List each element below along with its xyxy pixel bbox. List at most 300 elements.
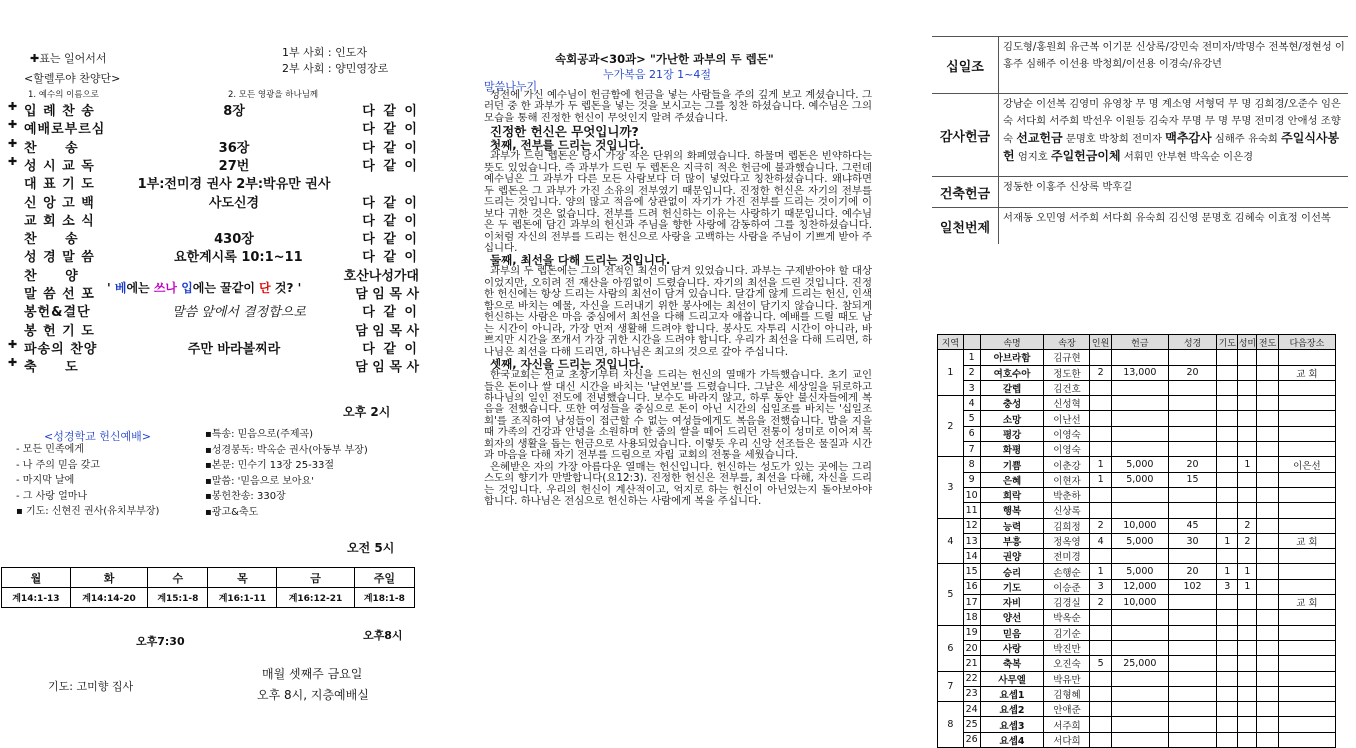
order-name: 예배로부르심 — [24, 122, 106, 138]
district-cell: 3 — [1090, 579, 1111, 594]
district-cell: 손행순 — [1044, 564, 1090, 579]
order-star: ✚ — [8, 337, 18, 351]
district-cell: 박춘하 — [1044, 487, 1090, 502]
order-item — [8, 154, 419, 174]
week-day: 금 — [277, 568, 354, 588]
district-cell — [1238, 549, 1257, 564]
district-cell: 이춘강 — [1044, 457, 1090, 472]
week-reading: 계16:1-11 — [208, 588, 277, 608]
district-cell: 20 — [1168, 457, 1216, 472]
stand-note: ✚표는 일어서서 — [30, 52, 107, 65]
week-day: 목 — [208, 568, 277, 588]
district-cell: 25 — [963, 717, 980, 732]
district-cell: 20 — [1168, 564, 1216, 579]
district-cell — [1278, 411, 1335, 426]
district-row — [938, 503, 1336, 518]
weekly-reading-table — [1, 567, 415, 608]
district-cell — [1111, 686, 1168, 701]
district-row — [938, 717, 1336, 732]
district-row — [938, 426, 1336, 441]
district-cell — [1257, 518, 1278, 533]
district-cell — [1168, 503, 1216, 518]
district-cell: 안애준 — [1044, 702, 1090, 717]
district-cell: 5 — [1090, 656, 1111, 671]
district-cell — [1168, 426, 1216, 441]
district-cell — [1111, 503, 1168, 518]
district-cell: 승리 — [980, 564, 1044, 579]
district-cell — [1257, 396, 1278, 411]
district-row — [938, 487, 1336, 502]
order-leader: 다 같 이 — [362, 140, 419, 156]
district-cell: 충성 — [980, 396, 1044, 411]
district-cell: 서주희 — [1044, 717, 1090, 732]
district-cell — [1217, 396, 1238, 411]
district-cell: 교 회 — [1278, 365, 1335, 380]
district-cell — [1257, 671, 1278, 686]
district-header: 성미 — [1238, 335, 1257, 350]
district-cell: 24 — [963, 702, 980, 717]
district-cell: 갈렙 — [980, 380, 1044, 395]
sermon-subheading: 첫째, 전부를 드리는 것입니다. — [490, 138, 645, 153]
pm8-label: 오후8시 — [363, 629, 403, 642]
district-cell — [1278, 380, 1335, 395]
host-1: 1부 사회 : 인도자 — [282, 46, 367, 59]
district-cell: 4 — [963, 396, 980, 411]
district-cell — [1257, 411, 1278, 426]
order-leader: 담 임 목 사 — [355, 360, 419, 376]
order-leader: 다 같 이 — [362, 158, 419, 174]
district-cell: 평강 — [980, 426, 1044, 441]
order-item — [14, 210, 419, 228]
district-cell — [1238, 350, 1257, 365]
youth-right-item: ▪말씀: '믿음으로 보아요' — [205, 475, 314, 487]
week-reading: 계14:14-20 — [70, 588, 147, 608]
district-cell: 이은선 — [1278, 457, 1335, 472]
district-cell — [1278, 487, 1335, 502]
district-cell — [1168, 487, 1216, 502]
district-cell: 김건호 — [1044, 380, 1090, 395]
district-cell — [1217, 549, 1238, 564]
district-cell: 아브라함 — [980, 350, 1044, 365]
district-row — [938, 564, 1336, 579]
district-cell — [1278, 625, 1335, 640]
district-cell — [1090, 640, 1111, 655]
order-content: 주만 바라볼찌라 — [187, 341, 281, 357]
district-cell: 2 — [1090, 518, 1111, 533]
district-cell: 13 — [963, 533, 980, 548]
district-cell: 2 — [1238, 518, 1257, 533]
district-cell — [1217, 717, 1238, 732]
district-cell — [1090, 625, 1111, 640]
district-cell — [1238, 396, 1257, 411]
district-cell — [1111, 625, 1168, 640]
note-2: 2. 모든 영광을 하나님께 — [228, 90, 319, 100]
district-cell — [1257, 442, 1278, 457]
district-cell: 6 — [963, 426, 980, 441]
district-row — [938, 365, 1336, 380]
order-star: ✚ — [8, 154, 18, 168]
district-row — [938, 625, 1336, 640]
district-cell: 2 — [1238, 533, 1257, 548]
order-name: 입 례 찬 송 — [24, 104, 95, 119]
prayer-leader: 기도: 고미향 집사 — [48, 680, 134, 693]
district-cell: 45 — [1168, 518, 1216, 533]
district-cell — [1111, 640, 1168, 655]
district-cell: 1 — [1217, 564, 1238, 579]
district-cell: 7 — [963, 442, 980, 457]
district-cell — [1090, 426, 1111, 441]
district-row — [938, 656, 1336, 671]
district-region: 2 — [938, 396, 964, 457]
youth-left-list — [16, 442, 159, 520]
district-cell — [1217, 610, 1238, 625]
week-reading: 계14:1-13 — [2, 588, 71, 608]
district-cell: 5,000 — [1111, 564, 1168, 579]
district-cell — [1257, 656, 1278, 671]
district-cell — [1111, 396, 1168, 411]
district-header: 속장 — [1044, 335, 1090, 350]
district-cell: 이현자 — [1044, 472, 1090, 487]
district-row — [938, 396, 1336, 411]
youth-right-list — [205, 427, 368, 520]
district-cell: 정도한 — [1044, 365, 1090, 380]
offering-category: 선교헌금 — [1016, 131, 1063, 145]
youth-right-item: ▪성경봉독: 박옥순 권사(아동부 부장) — [205, 444, 368, 456]
district-cell: 19 — [963, 625, 980, 640]
district-cell — [1238, 610, 1257, 625]
district-cell: 16 — [963, 579, 980, 594]
district-cell — [1238, 365, 1257, 380]
district-cell: 12 — [963, 518, 980, 533]
district-cell: 9 — [963, 472, 980, 487]
district-cell — [1238, 732, 1257, 747]
offering-label: 건축헌금 — [932, 177, 999, 207]
district-cell: 이영숙 — [1044, 442, 1090, 457]
district-cell: 1 — [963, 350, 980, 365]
district-cell — [1257, 625, 1278, 640]
district-cell — [1257, 533, 1278, 548]
district-cell: 은혜 — [980, 472, 1044, 487]
sermon-paragraph: 과부의 두 렙돈에는 그의 전적인 최선이 담겨 있었습니다. 과부는 구제받아야 할 대상이었지만, 오히려 전 재산을 아낌없이 드렸습니다. 자기의 최선을 드린 것입니다. 진정한 헌신에는 항상 드리는 사람의 최선이 담겨 있습니다. 달갑게 않게 드리는 헌신, 인색함으로 바치는 예물, 자신을 드러내기 위한 봉사에는 최선이 담기지 않습니다. 참되게 헌신하는 사람은 마음 중심에서 최선을 다해 드리고자 애씁니다. 예배를 드릴 때도 남는 시간이 아니라, 가장 먼저 생활해 드려야 합니다. 봉사도 자투리 시간이 아니라, 바쁘지만 시간을 쪼개서 가장 귀한 시간을 드려야 합니다. 우리가 최선을 다해 드리면, 하나님은 최선을 다해 드리면, 하나님은 최고의 것으로 갚아 주십니다. — [484, 265, 872, 358]
district-cell: 23 — [963, 686, 980, 701]
order-name: 봉 헌 기 도 — [24, 323, 95, 339]
district-cell — [1111, 350, 1168, 365]
monthly-2: 오후 8시, 지층예배실 — [257, 688, 369, 702]
district-cell: 25,000 — [1111, 656, 1168, 671]
week-reading: 계16:12-21 — [277, 588, 354, 608]
district-cell — [1238, 656, 1257, 671]
order-leader: 다 같 이 — [362, 232, 419, 248]
district-cell — [1090, 503, 1111, 518]
youth-title: <성경학교 헌신예배> — [44, 430, 151, 443]
order-leader: 다 같 이 — [362, 195, 419, 211]
district-header: 성경 — [1168, 335, 1216, 350]
intro-label: 말씀나누기 — [484, 80, 538, 93]
district-cell: 교 회 — [1278, 595, 1335, 610]
offering-name-list: 문명호 박창희 전미자 — [1065, 133, 1162, 145]
order-name: 찬 송 — [24, 140, 79, 156]
district-cell — [1217, 350, 1238, 365]
order-item — [14, 246, 419, 264]
order-star: ✚ — [8, 356, 18, 370]
district-cell — [1278, 518, 1335, 533]
district-cell — [1257, 426, 1278, 441]
district-cell — [1257, 457, 1278, 472]
order-name: 교 회 소 식 — [24, 213, 95, 229]
district-cell — [1111, 380, 1168, 395]
district-cell: 요셉2 — [980, 702, 1044, 717]
youth-left-item: - 마지막 날에 — [16, 475, 75, 486]
youth-left-item: - 그 사랑 얼마나 — [16, 490, 88, 502]
district-cell: 박진만 — [1044, 640, 1090, 655]
district-region: 7 — [938, 671, 964, 702]
district-cell: 김규현 — [1044, 350, 1090, 365]
district-cell: 20 — [1168, 365, 1216, 380]
district-cell — [1257, 549, 1278, 564]
district-cell — [1238, 380, 1257, 395]
district-cell: 102 — [1168, 579, 1216, 594]
district-cell — [1278, 442, 1335, 457]
district-cell — [1168, 686, 1216, 701]
sermon-heading: 속회공과<30과> "가난한 과부의 두 렙돈" — [555, 52, 774, 66]
sermon-paragraph: 은혜받은 자의 가장 아름다운 열매는 헌신입니다. 헌신하는 성도가 있는 곳에는 그리스도의 향기가 만발합니다(요12:3). 진정한 헌신은 전부를, 최선을 다해, 자신을 드리는 것입니다. 우리의 헌신이 계산적이고, 억지로 하는 헌신이 아닌었는지 돌아보아야 합니다. 하나님은 전심으로 헌신하는 사람에게 복을 주십니다. — [484, 460, 872, 508]
district-cell — [1278, 656, 1335, 671]
order-content: 말씀 앞에서 결정합으로 — [172, 305, 306, 321]
district-cell — [1217, 656, 1238, 671]
district-cell — [1217, 472, 1238, 487]
district-cell: 10 — [963, 487, 980, 502]
district-cell: 행복 — [980, 503, 1044, 518]
offering-category: 주일헌금이체 — [1051, 149, 1121, 163]
order-content: 36장 — [218, 140, 250, 156]
district-cell — [1111, 426, 1168, 441]
offering-row — [932, 208, 1348, 244]
district-cell — [1090, 350, 1111, 365]
district-cell: 2 — [963, 365, 980, 380]
order-star: ✚ — [8, 100, 18, 113]
week-day: 수 — [148, 568, 208, 588]
district-cell — [1217, 640, 1238, 655]
week-day: 화 — [70, 568, 147, 588]
order-content: 27번 — [218, 158, 250, 174]
order-name: 말 씀 선 포 — [24, 287, 95, 302]
district-cell: 박유만 — [1044, 671, 1090, 686]
district-cell: 능력 — [980, 518, 1044, 533]
district-cell: 17 — [963, 595, 980, 610]
offering-category: 맥추감사 — [1165, 131, 1212, 145]
district-cell: 사랑 — [980, 640, 1044, 655]
offering-label: 감사헌금 — [932, 94, 999, 176]
district-cell — [1090, 442, 1111, 457]
district-cell — [1111, 411, 1168, 426]
district-cell — [1168, 717, 1216, 732]
district-cell: 화평 — [980, 442, 1044, 457]
district-cell — [1278, 610, 1335, 625]
district-cell — [1090, 487, 1111, 502]
district-cell: 전미경 — [1044, 549, 1090, 564]
district-row — [938, 457, 1336, 472]
district-cell — [1238, 472, 1257, 487]
district-cell: 12,000 — [1111, 579, 1168, 594]
district-cell: 2 — [1090, 595, 1111, 610]
district-cell: 13,000 — [1111, 365, 1168, 380]
district-cell — [1278, 472, 1335, 487]
offering-row — [932, 94, 1348, 177]
district-cell: 여호수아 — [980, 365, 1044, 380]
district-cell: 사무엘 — [980, 671, 1044, 686]
district-cell — [1238, 702, 1257, 717]
district-cell: 희락 — [980, 487, 1044, 502]
offering-label: 십일조 — [932, 37, 999, 93]
district-cell — [1168, 640, 1216, 655]
district-cell — [1111, 732, 1168, 747]
sermon-paragraph: 성전에 가신 예수님이 헌금함에 헌금을 넣는 사람들을 주의 깊게 보고 계셨습니다. 그러던 중 한 과부가 두 렙돈을 넣는 것을 보시고는 그를 칭찬 하셨습니다. 예수님은 그의 모습을 통해 진정한 헌신이 무엇인지 알려 주셨습니다. — [484, 89, 872, 124]
week-reading: 계15:1-8 — [148, 588, 208, 608]
district-cell: 22 — [963, 671, 980, 686]
district-cell — [1257, 686, 1278, 701]
order-name: 대 표 기 도 — [24, 177, 95, 193]
district-cell: 이난선 — [1044, 411, 1090, 426]
district-cell — [1168, 656, 1216, 671]
district-table — [937, 334, 1336, 748]
district-cell — [1168, 411, 1216, 426]
district-cell: 이영숙 — [1044, 426, 1090, 441]
district-cell: 김형혜 — [1044, 686, 1090, 701]
district-cell: 기쁨 — [980, 457, 1044, 472]
district-cell — [1278, 350, 1335, 365]
district-cell — [1168, 702, 1216, 717]
district-cell — [1090, 686, 1111, 701]
district-cell — [1238, 411, 1257, 426]
district-cell — [1278, 503, 1335, 518]
district-cell: 5,000 — [1111, 472, 1168, 487]
district-cell — [1238, 487, 1257, 502]
pm2-label: 오후 2시 — [343, 405, 391, 419]
district-row — [938, 518, 1336, 533]
district-cell: 교 회 — [1278, 533, 1335, 548]
district-cell — [1217, 732, 1238, 747]
order-content: 요한계시록 10:1~11 — [174, 250, 303, 266]
district-cell — [1278, 717, 1335, 732]
order-leader: 다 같 이 — [362, 104, 419, 119]
order-leader: 담 임 목 사 — [355, 323, 419, 339]
district-cell — [1257, 350, 1278, 365]
district-row — [938, 732, 1336, 747]
district-region: 1 — [938, 350, 964, 396]
district-cell: 15 — [963, 564, 980, 579]
week-day: 월 — [2, 568, 71, 588]
district-cell: 21 — [963, 656, 980, 671]
order-name: 신 앙 고 백 — [24, 195, 95, 211]
district-row — [938, 702, 1336, 717]
district-region: 3 — [938, 457, 964, 518]
district-cell — [1257, 717, 1278, 732]
youth-left-item: - 모든 민족에게 — [16, 444, 84, 455]
district-cell: 요셉3 — [980, 717, 1044, 732]
district-cell: 정옥영 — [1044, 533, 1090, 548]
district-cell — [1257, 564, 1278, 579]
district-cell — [1278, 579, 1335, 594]
district-cell — [1168, 595, 1216, 610]
district-row — [938, 671, 1336, 686]
order-leader: 호산나성가대 — [343, 268, 419, 284]
district-cell — [1111, 442, 1168, 457]
district-cell: 15 — [1168, 472, 1216, 487]
district-cell — [1278, 671, 1335, 686]
district-cell — [1257, 472, 1278, 487]
district-cell: 자비 — [980, 595, 1044, 610]
district-cell — [1217, 625, 1238, 640]
offering-name-list: 강남순 이선복 김영미 유영창 무 명 계소영 서형덕 무 명 김희경/오준수 임은숙 서다희 서주희 박선우 이원등 김숙자 무명 무 명 무명 전미경 안애성 조향숙 — [1003, 98, 1341, 145]
district-cell — [1278, 702, 1335, 717]
monthly-1: 매월 셋째주 금요일 — [262, 667, 363, 681]
youth-right-item: ▪본문: 민수기 13장 25-33절 — [205, 460, 335, 471]
district-cell — [1217, 442, 1238, 457]
district-cell: 1 — [1238, 457, 1257, 472]
offering-names — [1003, 37, 1348, 75]
district-row — [938, 380, 1336, 395]
offering-row — [932, 177, 1348, 208]
youth-left-item: ▪ 기도: 신현진 권사(유치부부장) — [16, 506, 160, 517]
district-cell — [1257, 610, 1278, 625]
district-row — [938, 579, 1336, 594]
district-cell — [1217, 426, 1238, 441]
sermon-subheading: 셋째, 자신을 드리는 것입니다. — [490, 357, 645, 372]
district-cell: 5,000 — [1111, 533, 1168, 548]
district-cell — [1257, 579, 1278, 594]
district-cell — [1257, 702, 1278, 717]
offering-row — [932, 37, 1348, 94]
district-cell: 양선 — [980, 610, 1044, 625]
district-cell — [1257, 365, 1278, 380]
district-cell — [1168, 442, 1216, 457]
district-cell — [1217, 702, 1238, 717]
offering-names — [1003, 94, 1348, 168]
district-cell: 1 — [1090, 472, 1111, 487]
note-1: 1. 예수의 이름으로 — [28, 90, 99, 100]
order-item — [14, 228, 419, 246]
district-header: 인원 — [1090, 335, 1111, 350]
week-day: 주일 — [354, 568, 414, 588]
district-cell — [1238, 717, 1257, 732]
district-cell — [1217, 686, 1238, 701]
district-cell: 14 — [963, 549, 980, 564]
district-cell — [1111, 702, 1168, 717]
district-cell: 요셉4 — [980, 732, 1044, 747]
sermon-body — [484, 90, 872, 508]
order-name: 성 시 교 독 — [24, 158, 95, 174]
order-item — [8, 356, 419, 376]
district-cell — [1238, 686, 1257, 701]
district-cell: 1 — [1090, 457, 1111, 472]
district-cell — [1278, 732, 1335, 747]
district-cell — [1257, 595, 1278, 610]
district-cell — [1217, 365, 1238, 380]
order-name: 파송의 찬양 — [24, 341, 98, 357]
district-header: 다음장소 — [1278, 335, 1335, 350]
district-cell: 부흥 — [980, 533, 1044, 548]
offering-name-list: 서재동 오민영 서주희 서다희 유숙희 김신영 문명호 김혜숙 이효정 이선복 — [1003, 212, 1331, 224]
district-cell — [1090, 549, 1111, 564]
district-cell — [1090, 717, 1111, 732]
district-cell — [1217, 595, 1238, 610]
order-leader: 다 같 이 — [362, 213, 419, 229]
district-cell: 김희정 — [1044, 518, 1090, 533]
offering-name-list: 서휘민 안부현 박옥순 이은경 — [1123, 151, 1254, 163]
district-cell: 기도 — [980, 579, 1044, 594]
youth-right-item: ▪광고&축도 — [205, 506, 259, 518]
district-region: 6 — [938, 625, 964, 671]
